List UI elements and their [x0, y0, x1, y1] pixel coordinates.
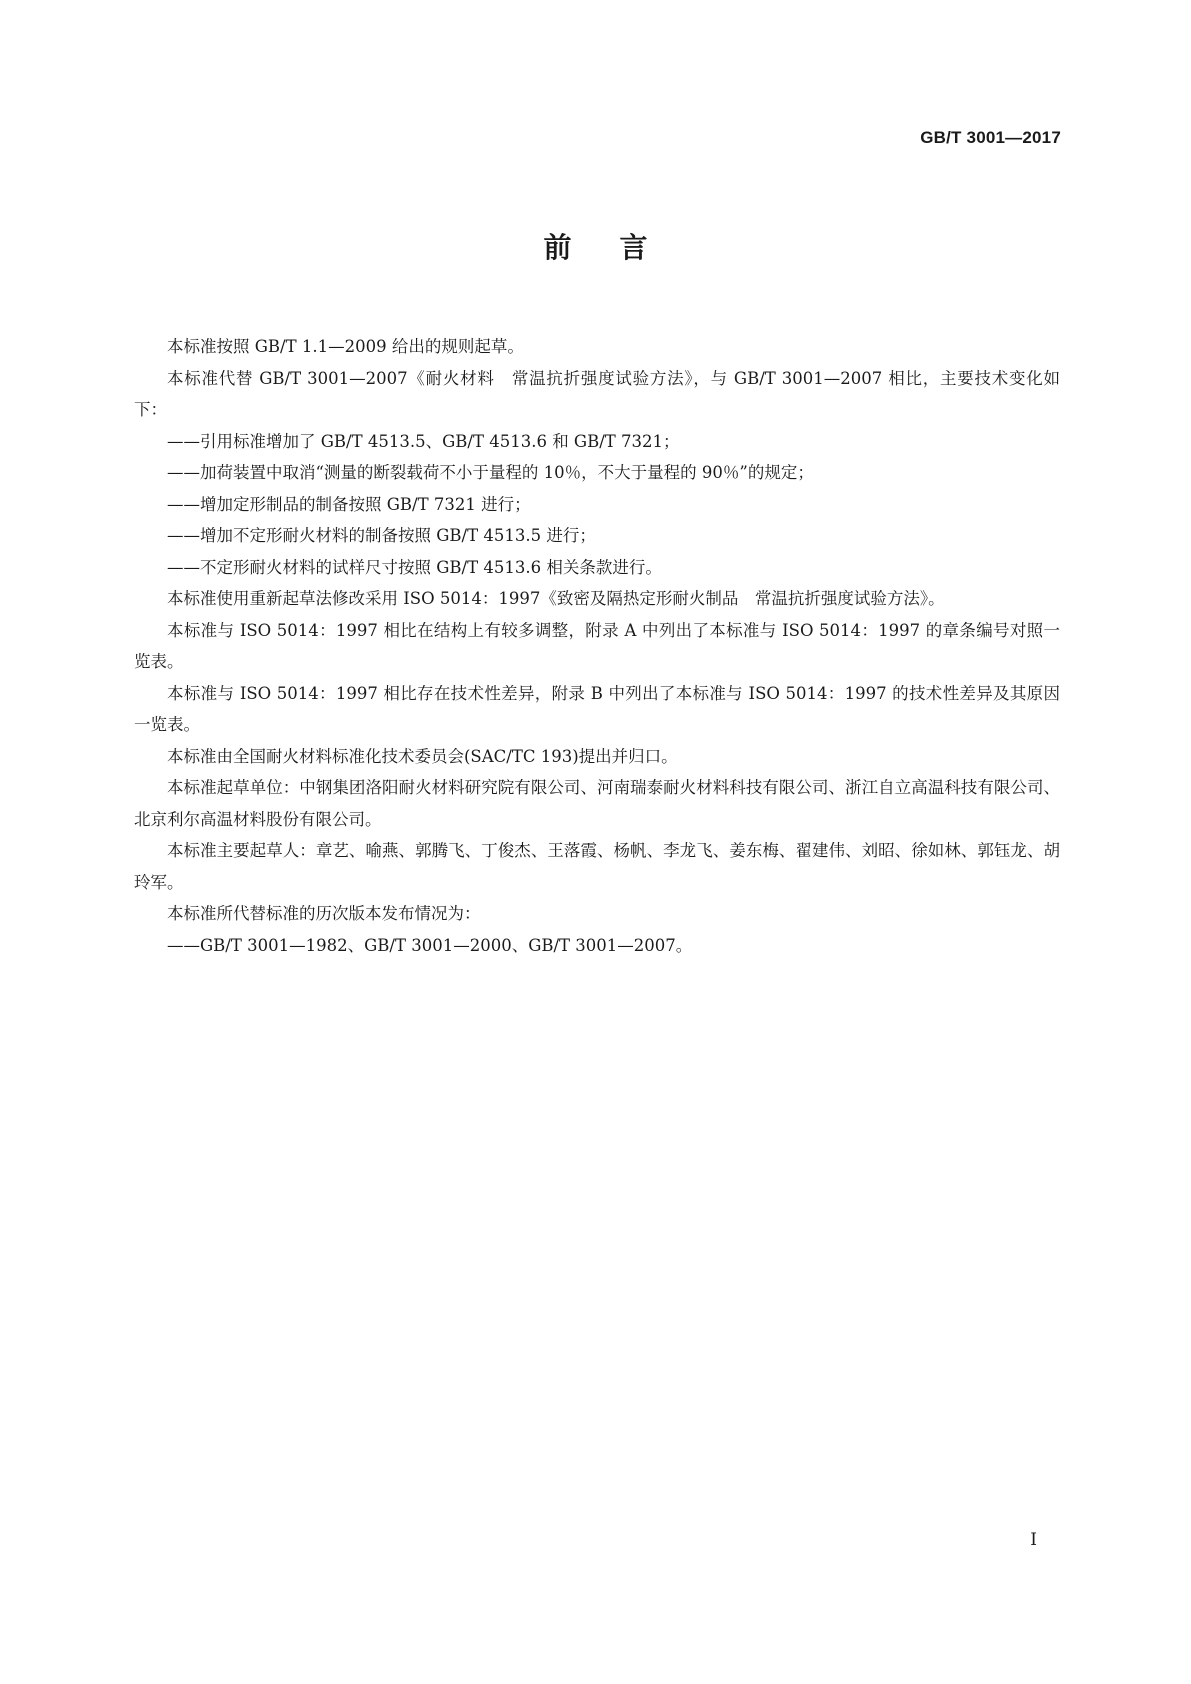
paragraph-structure-differences: 本标准与 ISO 5014：1997 相比在结构上有较多调整，附录 A 中列出了本标准与 ISO 5014：1997 的章条编号对照一览表。 [134, 620, 1060, 671]
change-item-references: ——引用标准增加了 GB/T 4513.5、GB/T 4513.6 和 GB/T 7321； [167, 431, 680, 451]
foreword-body [134, 331, 1060, 961]
paragraph-drafters: 本标准主要起草人：章艺、喻燕、郭腾飞、丁俊杰、王落霞、杨帆、李龙飞、姜东梅、翟建伟、刘昭、徐如林、郭钰龙、胡玲军。 [134, 841, 1060, 892]
paragraph-drafting-rules: 本标准按照 GB/T 1.1—2009 给出的规则起草。 [167, 337, 524, 356]
change-item-shaped-preparation: ——增加定形制品的制备按照 GB/T 7321 进行； [167, 494, 531, 514]
change-item-unshaped-preparation: ——增加不定形耐火材料的制备按照 GB/T 4513.5 进行； [167, 526, 596, 545]
paragraph-drafting-units: 本标准起草单位：中钢集团洛阳耐火材料研究院有限公司、河南瑞泰耐火材料科技有限公司、浙江自立高温科技有限公司、北京利尔高温材料股份有限公司。 [134, 778, 1060, 829]
previous-editions-list: ——GB/T 3001—1982、GB/T 3001—2000、GB/T 3001—2007。 [167, 935, 693, 955]
paragraph-iso-adoption: 本标准使用重新起草法修改采用 ISO 5014：1997《致密及隔热定形耐火制品 常温抗折强度试验方法》。 [167, 589, 945, 608]
standard-code: GB/T 3001—2017 [920, 128, 1061, 147]
page-number: I [1030, 1530, 1037, 1550]
paragraph-technical-differences: 本标准与 ISO 5014：1997 相比存在技术性差异，附录 B 中列出了本标准与 ISO 5014：1997 的技术性差异及其原因一览表。 [134, 683, 1060, 734]
change-item-loading-device: ——加荷装置中取消“测量的断裂载荷不小于量程的 10％，不大于量程的 90％”的规定； [167, 463, 814, 482]
page-title: 前言 [543, 231, 696, 264]
change-item-specimen-size: ——不定形耐火材料的试样尺寸按照 GB/T 4513.6 相关条款进行。 [167, 557, 662, 577]
paragraph-committee: 本标准由全国耐火材料标准化技术委员会(SAC/TC 193)提出并归口。 [167, 746, 678, 766]
paragraph-previous-editions: 本标准所代替标准的历次版本发布情况为： [167, 904, 481, 923]
paragraph-replaces: 本标准代替 GB/T 3001—2007《耐火材料 常温抗折强度试验方法》，与 GB/T 3001—2007 相比，主要技术变化如下： [134, 368, 1060, 419]
